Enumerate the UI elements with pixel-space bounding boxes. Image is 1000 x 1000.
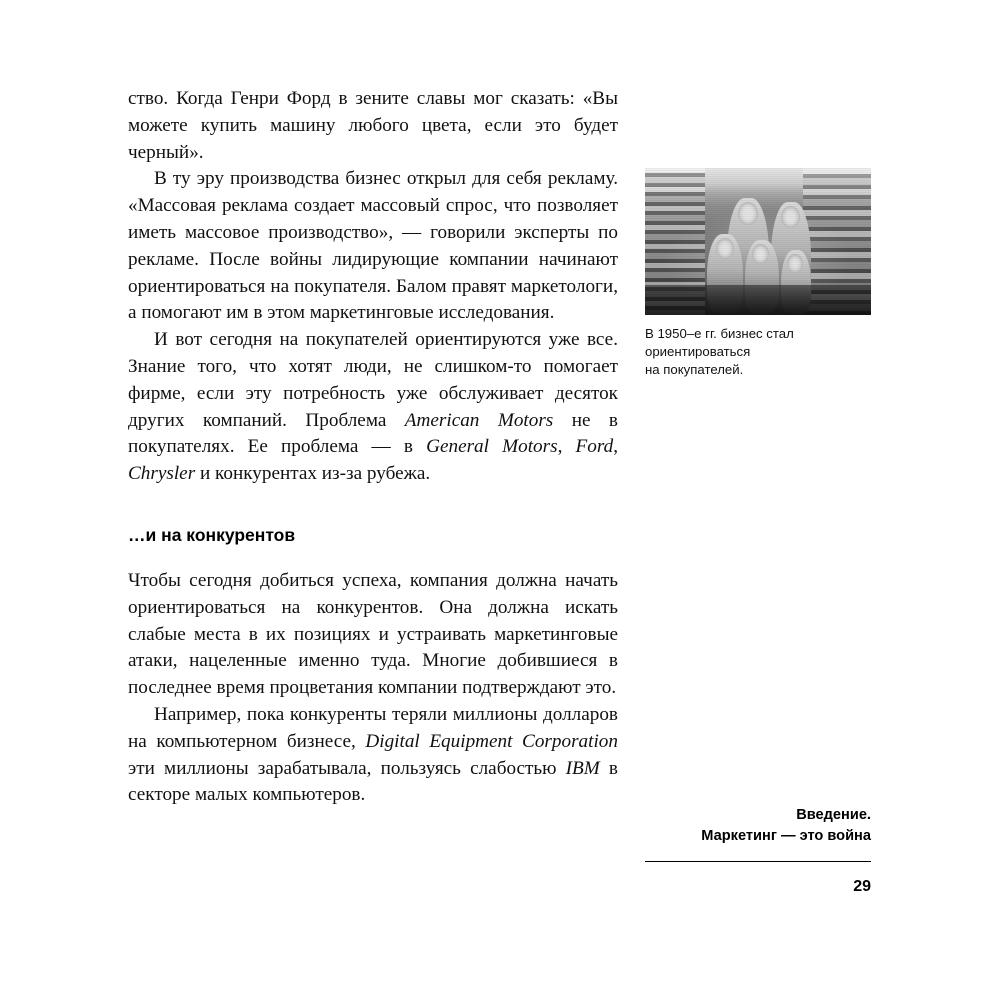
footer-title-line-1: Введение. [796, 807, 871, 823]
figure-caption-line-3: на покупателей. [645, 362, 744, 377]
brand-general-motors: General Motors [426, 436, 558, 458]
paragraph-3-seg-9: и конкурентах из-за рубежа. [195, 463, 431, 485]
figure-sidebar [645, 168, 871, 379]
paragraph-2: В ту эру производства бизнес открыл для себя рекламу. «Массовая реклама создает массовый спрос, что позволяет иметь массовое производство», — говорили эксперты по рекламе. После войны лидирующие компании начинают ориентироваться на покупателя. Балом правят маркетологи, а помогают им в этом маркетинговые исследования. [128, 168, 618, 324]
figure-caption-line-1: В 1950–е гг. бизнес стал [645, 326, 794, 341]
text-column [128, 86, 618, 809]
brand-ibm: IBM [565, 757, 600, 779]
footer-title-line-2: Маркетинг — это война [701, 828, 871, 844]
page-number: 29 [853, 878, 871, 895]
section-subheading: …и на конкурентов [128, 524, 296, 545]
paragraph-3 [128, 327, 618, 488]
paragraph-3-seg-7: , [613, 436, 618, 458]
supermarket-family-photo [645, 168, 871, 315]
figure-caption [645, 325, 871, 379]
brand-chrysler: Chrysler [128, 463, 196, 485]
paragraph-3-seg-3: не в покупателях. Ее проблема — в [128, 409, 618, 458]
running-footer [645, 805, 871, 896]
brand-ford: Ford [575, 436, 614, 458]
paragraph-5 [128, 702, 618, 809]
brand-digital-equipment-corporation: Digital Equipment Corporation [365, 730, 618, 752]
paragraph-5-seg-3: эти миллионы зарабатывала, пользуясь слабостью [128, 757, 566, 779]
paragraph-3-seg-1: И вот сегодня на покупателей ориентируются уже все. Знание того, что хотят люди, не слишком-то помогает фирме, если эту потребность уже обслуживает десяток других компаний. Проблема [128, 329, 618, 431]
footer-divider [645, 861, 871, 862]
brand-american-motors: American Motors [404, 409, 554, 431]
paragraph-5-seg-5: в секторе малых компьютеров. [128, 757, 618, 806]
paragraph-3-seg-5: , [557, 436, 576, 458]
paragraph-4: Чтобы сегодня добиться успеха, компания должна начать ориентироваться на конкурентов. Она должна искать слабые места в их позициях и устраивать маркетинговые атаки, нацеленные именно туда. Многие добившиеся в последнее время процветания компании подтверждают это. [128, 569, 618, 699]
paragraph-5-seg-1: Например, пока конкуренты теряли миллионы долларов на компьютерном бизнесе, [128, 703, 618, 752]
figure-caption-line-2: ориентироваться [645, 344, 751, 359]
spacer-before-subheading [128, 488, 618, 524]
paragraph-1: ство. Когда Генри Форд в зените славы мог сказать: «Вы можете купить машину любого цвета, если это будет черный». [128, 88, 618, 163]
spacer-after-subheading [128, 546, 618, 568]
photo-grain-overlay [645, 168, 871, 315]
